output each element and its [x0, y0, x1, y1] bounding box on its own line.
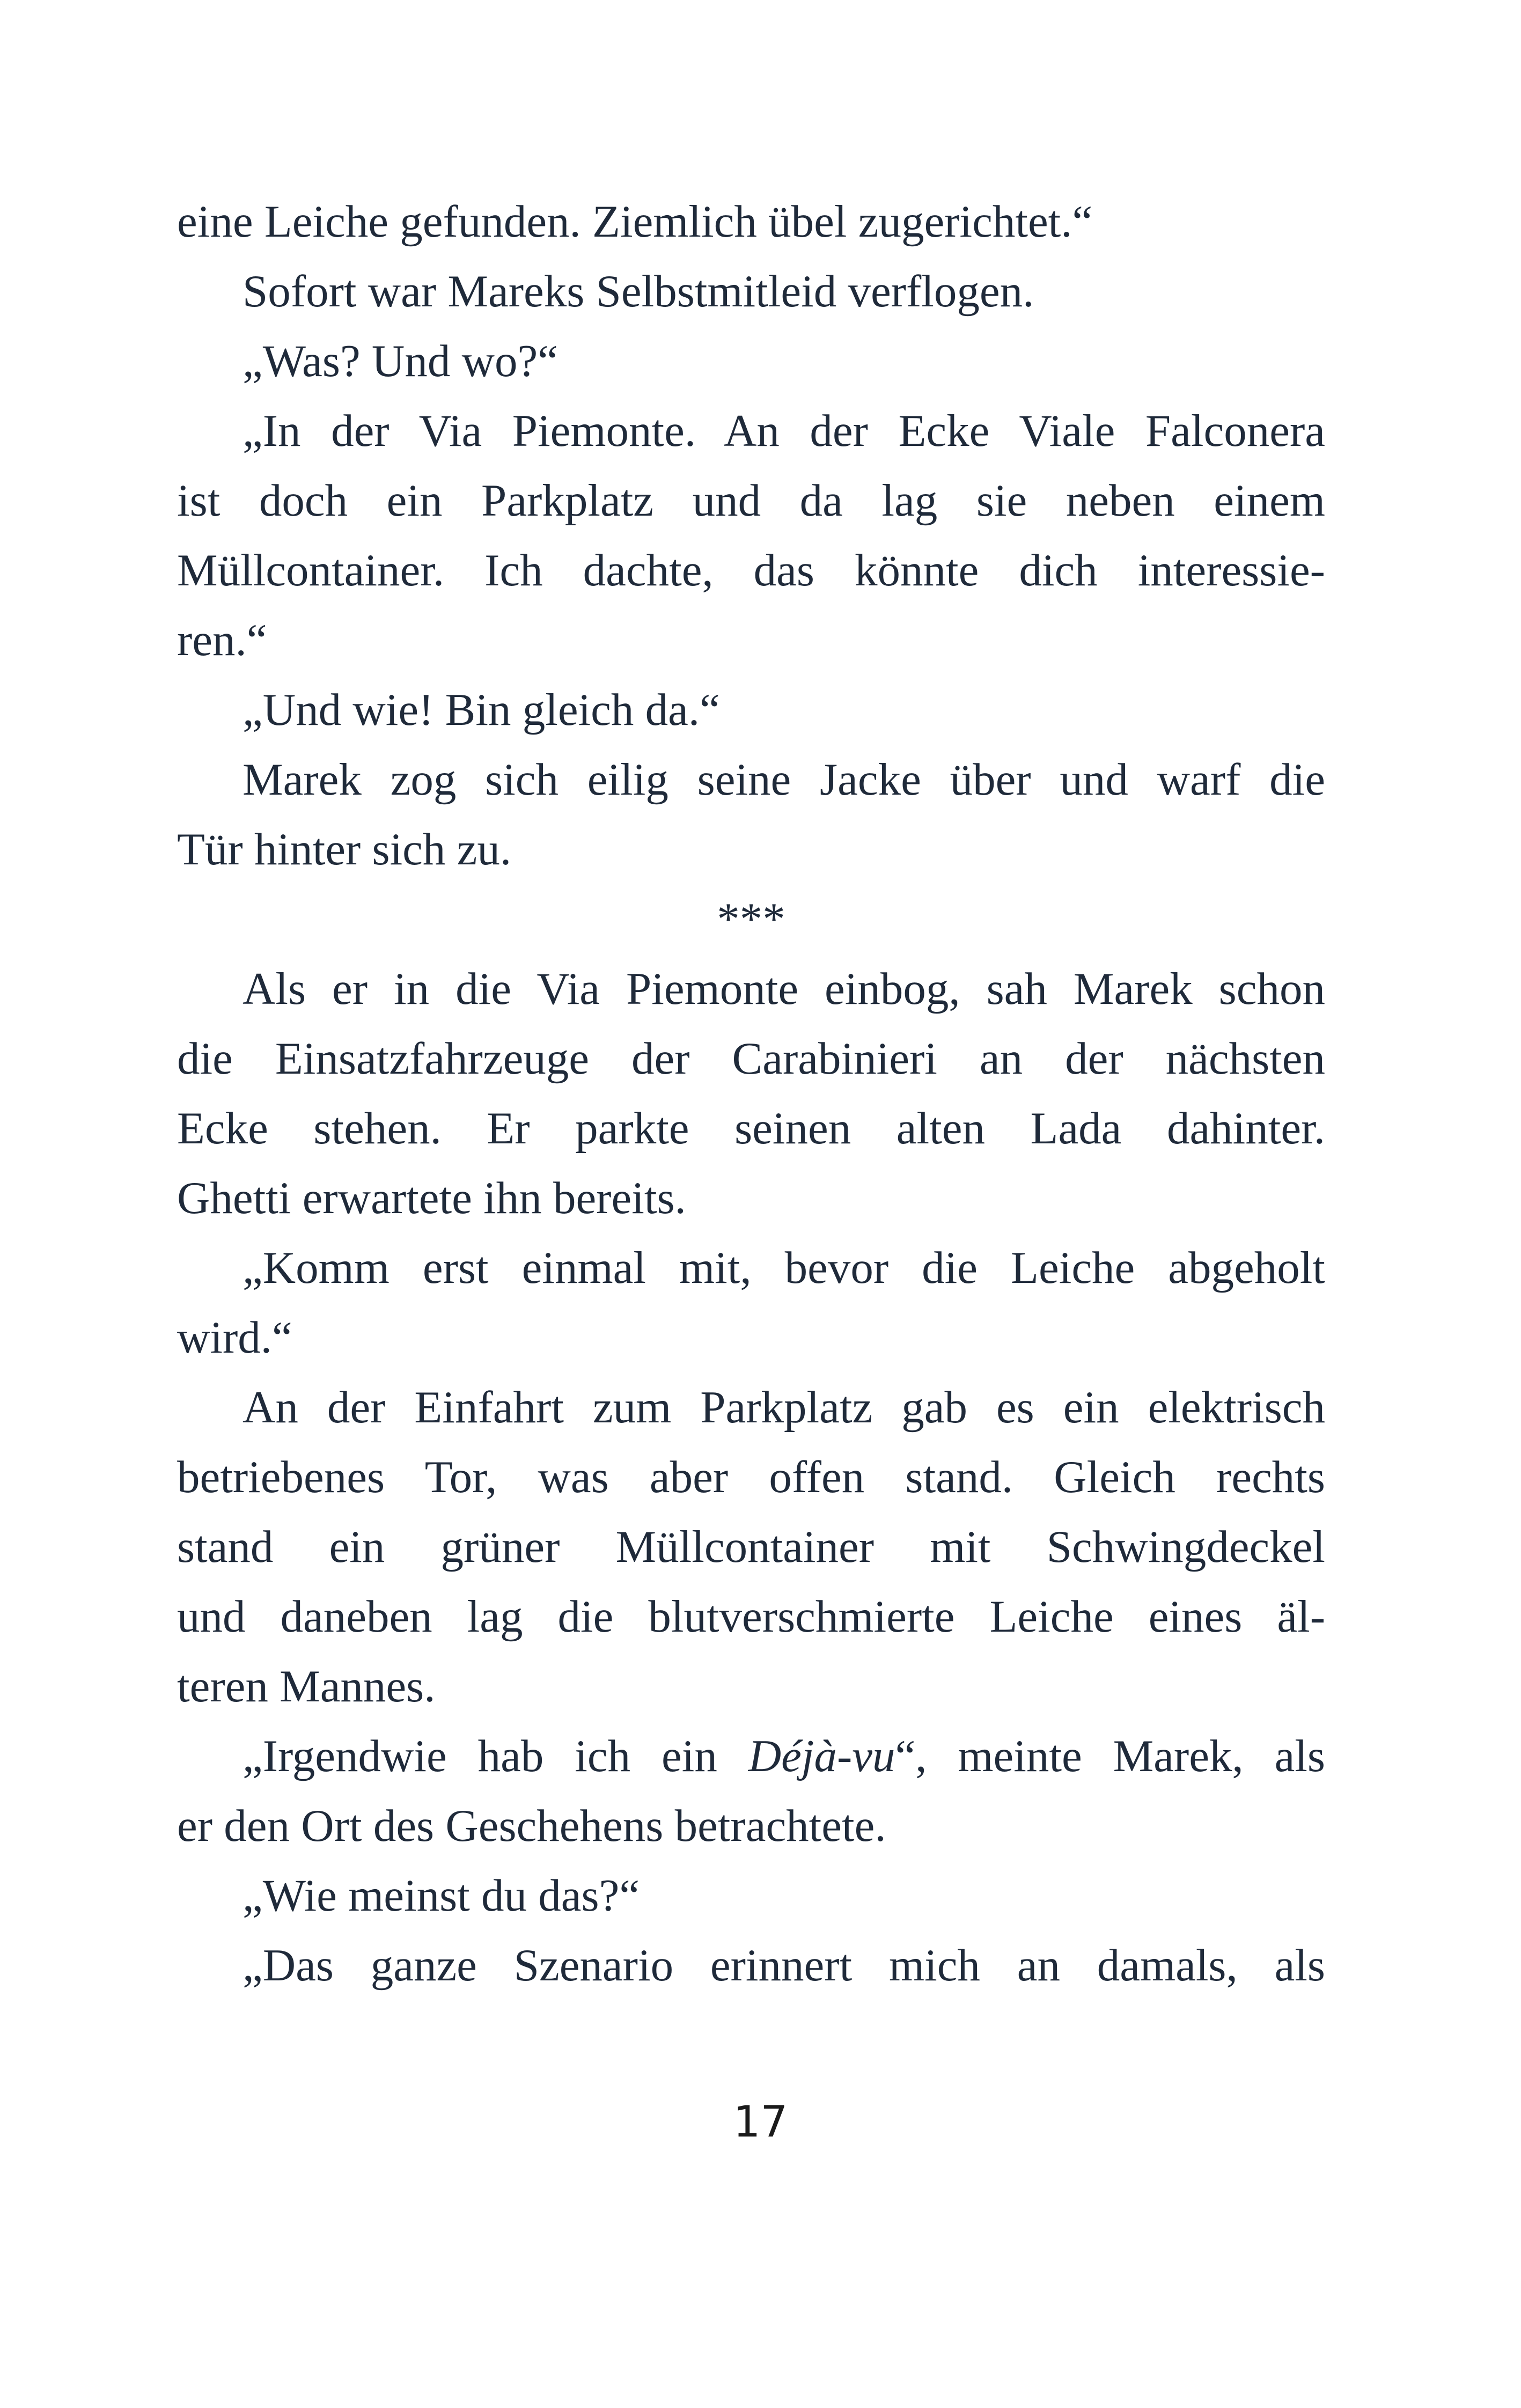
- text-line: [177, 1721, 1325, 1791]
- text-line: teren Mannes.: [177, 1661, 436, 1712]
- italic-text: Déjà-vu: [748, 1731, 895, 1781]
- text-line: eine Leiche gefunden. Ziemlich übel zugerichtet.“: [177, 196, 1093, 247]
- text-line: „Und wie! Bin gleich da.“: [243, 685, 720, 735]
- body-text: [177, 187, 1325, 2000]
- text-line: An der Einfahrt zum Parkplatz gab es ein elektrisch: [243, 1382, 1325, 1433]
- text-segment: “, meinte Marek, als: [895, 1731, 1325, 1781]
- text-line: Tür hinter sich zu.: [177, 824, 512, 875]
- text-line: die Einsatzfahrzeuge der Carabinieri an der nächsten: [177, 1033, 1325, 1084]
- scene-break: ***: [717, 894, 785, 944]
- text-line: Sofort war Mareks Selbstmitleid verflogen.: [243, 266, 1034, 317]
- text-line: und daneben lag die blutverschmierte Leiche eines äl-: [177, 1591, 1325, 1642]
- text-line: wird.“: [177, 1312, 292, 1363]
- text-line: betriebenes Tor, was aber offen stand. Gleich rechts: [177, 1452, 1325, 1502]
- text-line: Als er in die Via Piemonte einbog, sah Marek schon: [243, 964, 1325, 1014]
- text-line: „Was? Und wo?“: [243, 336, 558, 386]
- text-line: „Komm erst einmal mit, bevor die Leiche abgeholt: [243, 1243, 1325, 1293]
- text-line: „Wie meinst du das?“: [243, 1870, 640, 1921]
- text-line: Müllcontainer. Ich dachte, das könnte dich interessie-: [177, 545, 1325, 596]
- text-line: Ghetti erwartete ihn bereits.: [177, 1173, 686, 1223]
- text-line: „Das ganze Szenario erinnert mich an damals, als: [243, 1940, 1325, 1991]
- text-line: Ecke stehen. Er parkte seinen alten Lada dahinter.: [177, 1103, 1325, 1154]
- text-line: stand ein grüner Müllcontainer mit Schwingdeckel: [177, 1522, 1325, 1572]
- text-line: „In der Via Piemonte. An der Ecke Viale Falconera: [243, 406, 1325, 456]
- text-line: Marek zog sich eilig seine Jacke über und warf die: [243, 754, 1325, 805]
- text-line: er den Ort des Geschehens betrachtete.: [177, 1801, 886, 1851]
- text-segment: „Irgendwie hab ich ein: [243, 1731, 748, 1781]
- page-number: 17: [733, 2097, 788, 2147]
- text-line: ren.“: [177, 615, 267, 665]
- text-line: ist doch ein Parkplatz und da lag sie neben einem: [177, 475, 1325, 526]
